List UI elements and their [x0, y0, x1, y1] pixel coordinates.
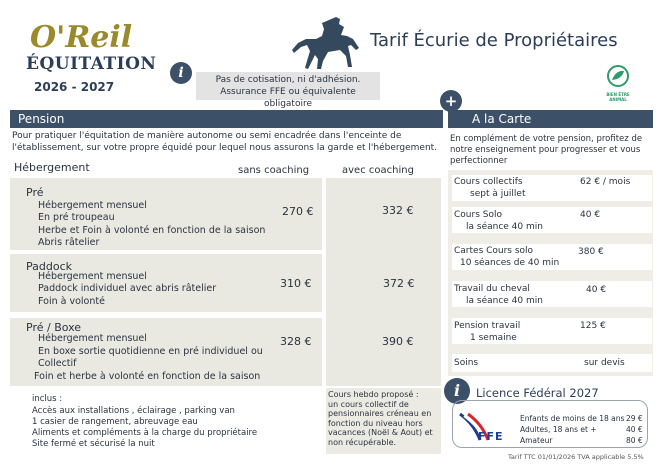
licence-title: Licence Fédéral 2027 — [476, 386, 599, 400]
paddock-price-avec: 372 € — [383, 277, 415, 290]
notice-box — [196, 72, 380, 109]
carte-intro-2: notre enseignement pour progresser et vous — [450, 145, 641, 155]
box-line-1: Hébergement mensuel — [38, 333, 147, 344]
carte-header: A la Carte — [448, 110, 653, 128]
hebdo-line-1: Cours hebdo proposé : — [328, 390, 419, 399]
pension-header: Pension — [10, 110, 443, 128]
carte-item-1-l1: Cours collectifs — [454, 177, 523, 187]
hebdo-line-2: un cours collectif de — [328, 399, 409, 409]
hebdo-line-3: pensionnaires créneau en — [328, 409, 432, 418]
box-title: Pré / Boxe — [26, 321, 82, 334]
logo — [14, 14, 174, 96]
pre-title: Pré — [26, 186, 44, 199]
carte-item-4-price: 40 € — [586, 285, 607, 295]
carte-item-5-price: 125 € — [580, 321, 606, 331]
info-icon: i — [170, 62, 192, 84]
carte-item-2-price: 40 € — [580, 210, 601, 220]
licence-info-icon: i — [444, 378, 470, 404]
ffe-logo-text: FFE — [478, 430, 504, 443]
carte-item-5-l1: Pension travail — [454, 321, 521, 331]
paddock-line-2: Paddock individuel avec abris râtelier — [38, 283, 217, 294]
carte-item-5-l2: 1 semaine — [470, 333, 517, 343]
carte-item-2-l1: Cours Solo — [454, 210, 502, 220]
carte-item-1 — [452, 175, 652, 201]
carte-item-6-l1: Soins — [454, 358, 479, 368]
licence-row-1-label: Enfants de moins de 18 ans — [520, 414, 625, 423]
col-hebergement: Hébergement — [14, 161, 90, 174]
carte-intro-3: perfectionner — [450, 156, 508, 166]
page-title: Tarif Écurie de Propriétaires — [370, 30, 618, 51]
licence-row-1-price: 29 € — [626, 414, 643, 423]
box-line-4: Foin et herbe à volonté en fonction de la saison — [34, 371, 261, 382]
inclus-label: inclus : — [32, 394, 63, 404]
hebdo-line-5: vacances (Noël & Aout) et — [328, 428, 433, 437]
pre-line-4: Abris râtelier — [38, 237, 100, 248]
carte-item-4-l2: la séance 40 min — [466, 296, 543, 306]
carte-item-6-price: sur devis — [584, 358, 625, 368]
box-price-sans: 328 € — [280, 335, 312, 348]
pre-price-avec: 332 € — [382, 204, 414, 217]
carte-item-4 — [452, 281, 652, 307]
licence-row-2-price: 40 € — [626, 425, 643, 434]
box-line-2: En boxe sortie quotidienne en pré individuel ou — [38, 346, 263, 357]
footer-note: Tarif TTC 01/01/2026 TVA applicable 5.5% — [508, 453, 644, 461]
carte-item-4-l1: Travail du cheval — [454, 284, 530, 294]
licence-row-2-label: Adultes, 18 ans et + — [520, 425, 597, 434]
carte-intro-1: En complément de votre pension, profitez de — [450, 134, 643, 144]
carte-item-3-l1: Cartes Cours solo — [454, 246, 534, 256]
pre-line-2: En pré troupeau — [38, 212, 115, 223]
paddock-line-3: Foin à volonté — [38, 296, 105, 307]
bien-etre-badge — [601, 64, 635, 102]
cours-hebdo-box — [326, 388, 441, 454]
carte-item-5 — [452, 318, 652, 344]
plus-icon: + — [440, 90, 462, 112]
notice-line-1: Pas de cotisation, ni d'adhésion. — [215, 75, 361, 85]
inclus-line-2: 1 casier de rangement, abreuvage eau — [32, 417, 198, 427]
pension-intro-1: Pour pratiquer l'équitation de manière autonome ou semi encadrée dans l'enceinte de — [12, 131, 402, 141]
carte-item-2 — [452, 207, 652, 233]
paddock-title: Paddock — [26, 260, 72, 273]
carte-item-3-price: 380 € — [578, 247, 604, 257]
box-price-avec: 390 € — [382, 335, 414, 348]
paddock-price-sans: 310 € — [280, 277, 312, 290]
leaf-icon — [601, 64, 635, 88]
horse-rider-icon — [292, 14, 368, 70]
notice-line-2: Assurance FFE ou équivalente obligatoire — [220, 87, 356, 109]
carte-item-2-l2: la séance 40 min — [466, 222, 543, 232]
pre-line-1: Hébergement mensuel — [38, 200, 147, 211]
logo-bottom-text: ÉQUITATION — [26, 54, 157, 74]
season-text: 2026 - 2027 — [34, 80, 115, 94]
carte-item-3-l2: 10 séances de 40 min — [460, 258, 560, 268]
badge-text: BIEN ÊTRE ANIMAL — [606, 92, 630, 102]
paddock-line-1: Hébergement mensuel — [38, 271, 147, 282]
pension-intro-2: l'établissement, sur votre propre équidé pour lequel nous assurons la garde et l'hébergement. — [12, 143, 438, 153]
col-avec-coaching: avec coaching — [342, 165, 414, 176]
licence-row-3-price: 80 € — [626, 436, 643, 445]
logo-top-text: O'Reil — [30, 20, 133, 55]
inclus-line-3: Aliments et compléments à la charge du propriétaire — [32, 428, 258, 438]
col-sans-coaching: sans coaching — [238, 165, 310, 176]
carte-item-6 — [452, 354, 652, 372]
hebdo-line-6: non récupérable. — [328, 437, 397, 447]
carte-item-1-price: 62 € / mois — [580, 177, 631, 187]
licence-row-3-label: Amateur — [520, 436, 553, 445]
pre-price-sans: 270 € — [282, 205, 314, 218]
carte-item-1-l2: sept à juillet — [470, 189, 526, 199]
inclus-line-4: Site fermé et sécurisé la nuit — [32, 439, 155, 449]
carte-item-3 — [452, 244, 652, 270]
box-line-3: Collectif — [38, 358, 77, 369]
hebdo-line-4: fonction du niveau hors — [328, 418, 423, 428]
inclus-line-1: Accès aux installations , éclairage , parking van — [32, 406, 235, 416]
pre-line-3: Herbe et Foin à volonté en fonction de la saison — [38, 225, 266, 236]
